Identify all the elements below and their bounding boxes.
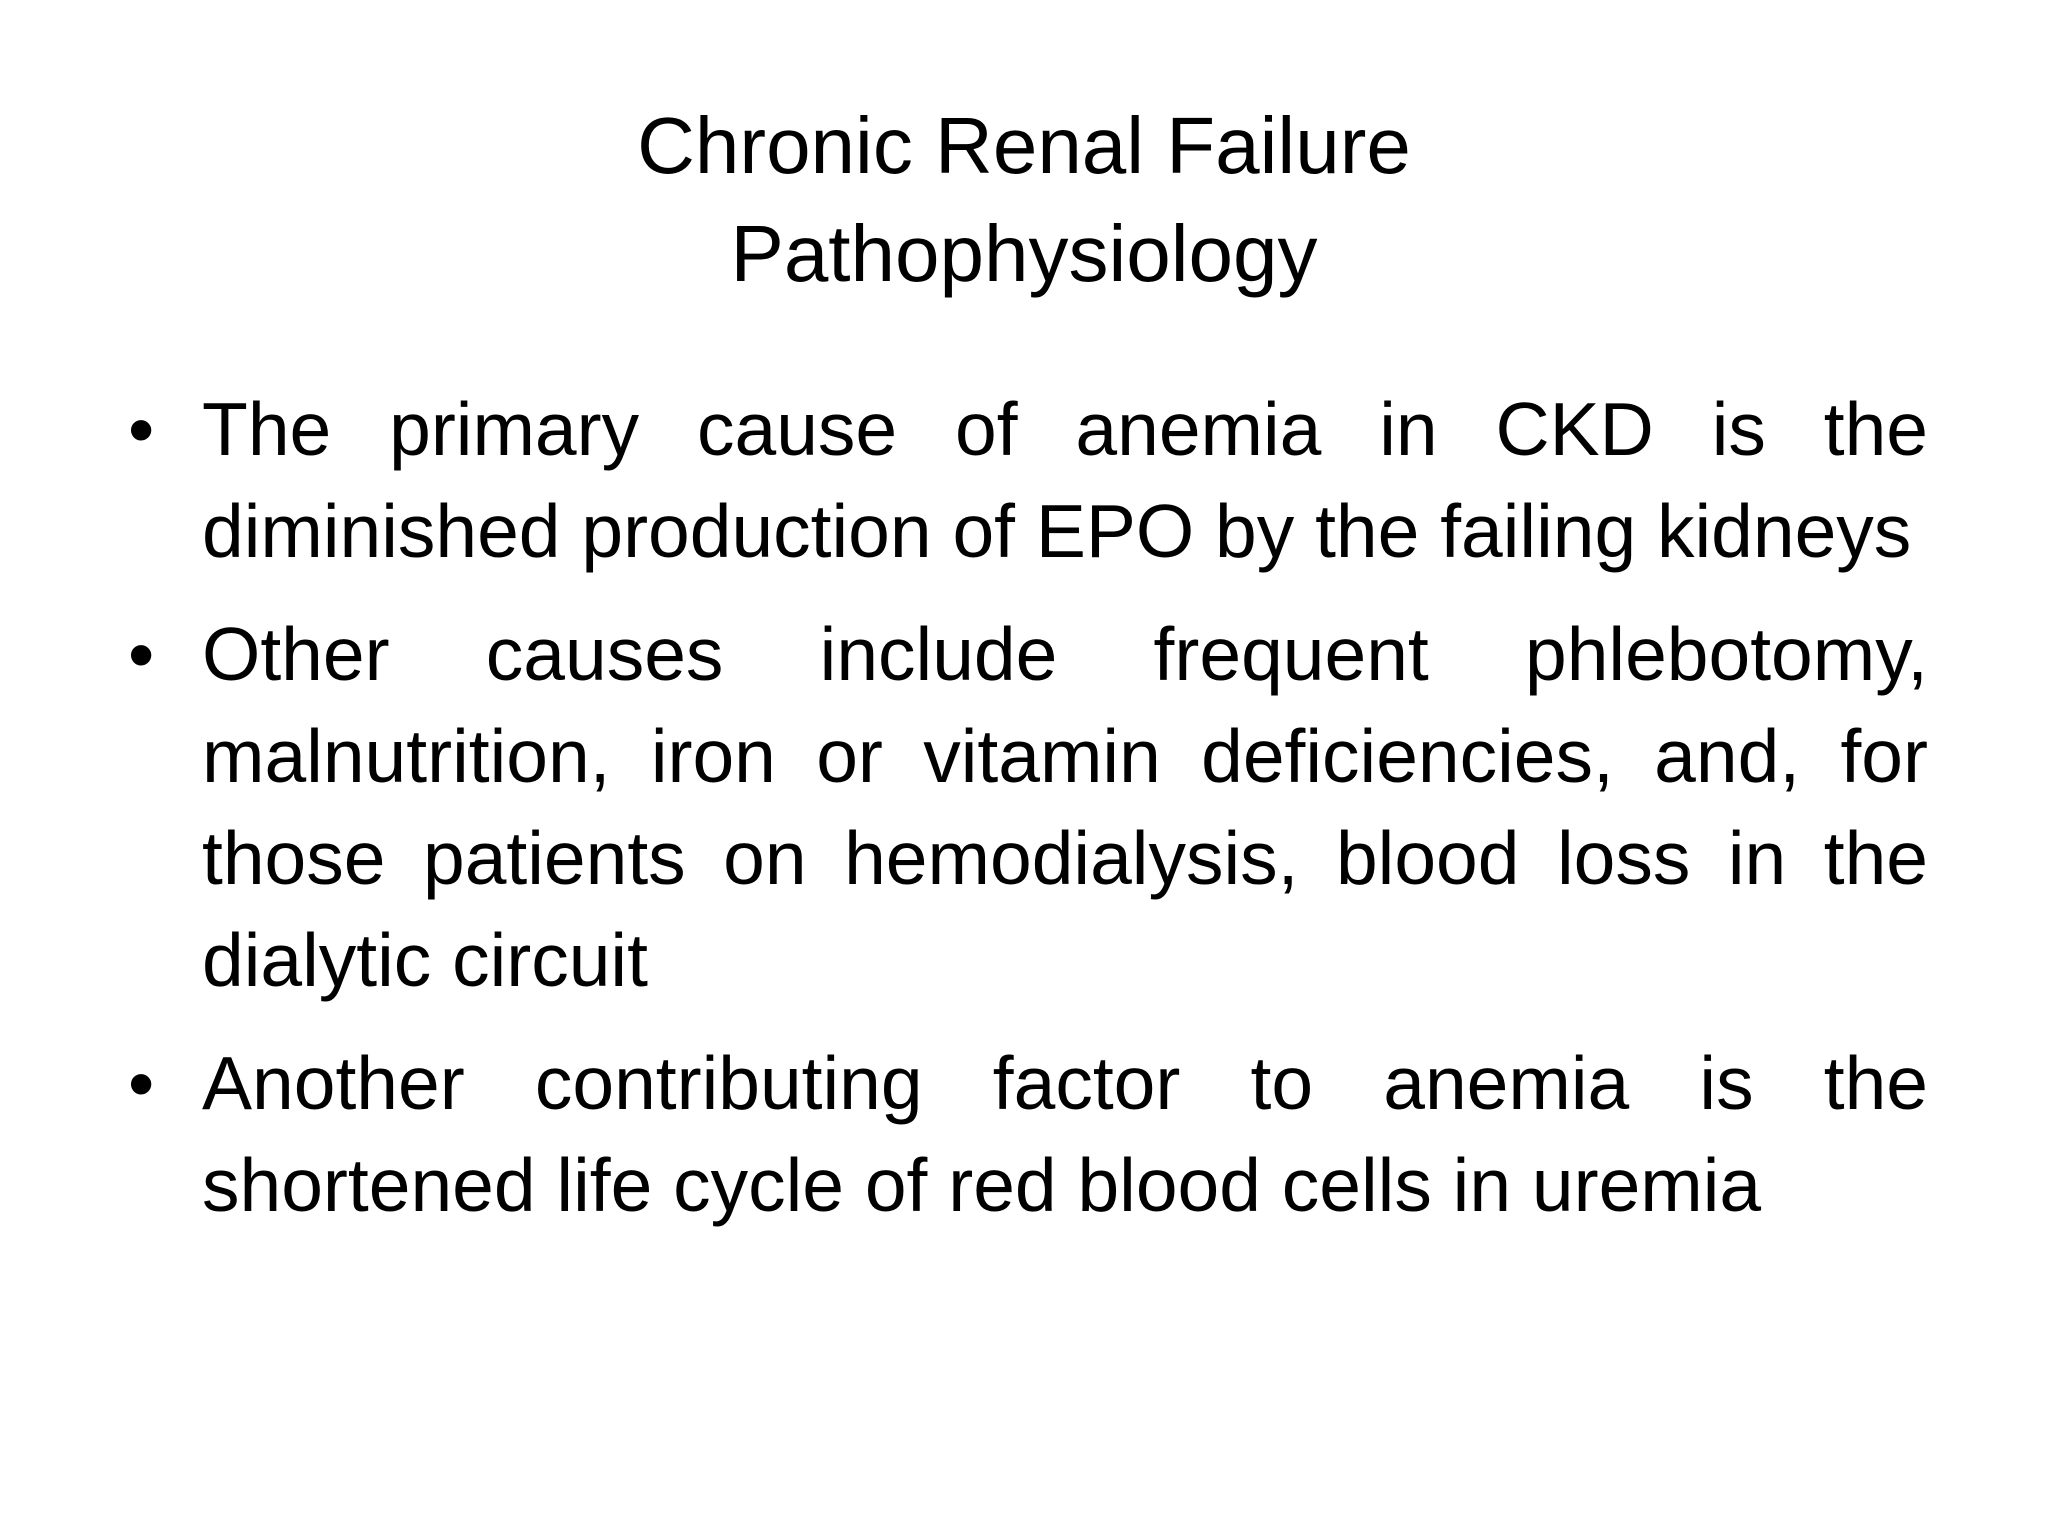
title-line-2: Pathophysiology bbox=[730, 209, 1318, 298]
bullet-icon: • bbox=[128, 387, 155, 471]
bullet-item-3 bbox=[128, 1032, 1928, 1236]
title-line-1: Chronic Renal Failure bbox=[637, 101, 1411, 190]
bullet-text: The primary cause of anemia in CKD is the diminished production of EPO by the failing kidneys bbox=[202, 387, 1928, 573]
bullet-text: Another contributing factor to anemia is the shortened life cycle of red blood cells in uremia bbox=[202, 1041, 1928, 1227]
slide-title bbox=[0, 92, 2048, 308]
bullet-item-1 bbox=[128, 378, 1928, 582]
bullet-item-2 bbox=[128, 603, 1928, 1011]
bullet-icon: • bbox=[128, 1041, 155, 1125]
bullet-icon: • bbox=[128, 612, 155, 696]
bullet-list bbox=[128, 378, 1928, 1257]
bullet-text: Other causes include frequent phlebotomy, malnutrition, iron or vitamin deficiencies, and, for those patients on hemodialysis, blood loss in the dialytic circuit bbox=[202, 612, 1928, 1002]
